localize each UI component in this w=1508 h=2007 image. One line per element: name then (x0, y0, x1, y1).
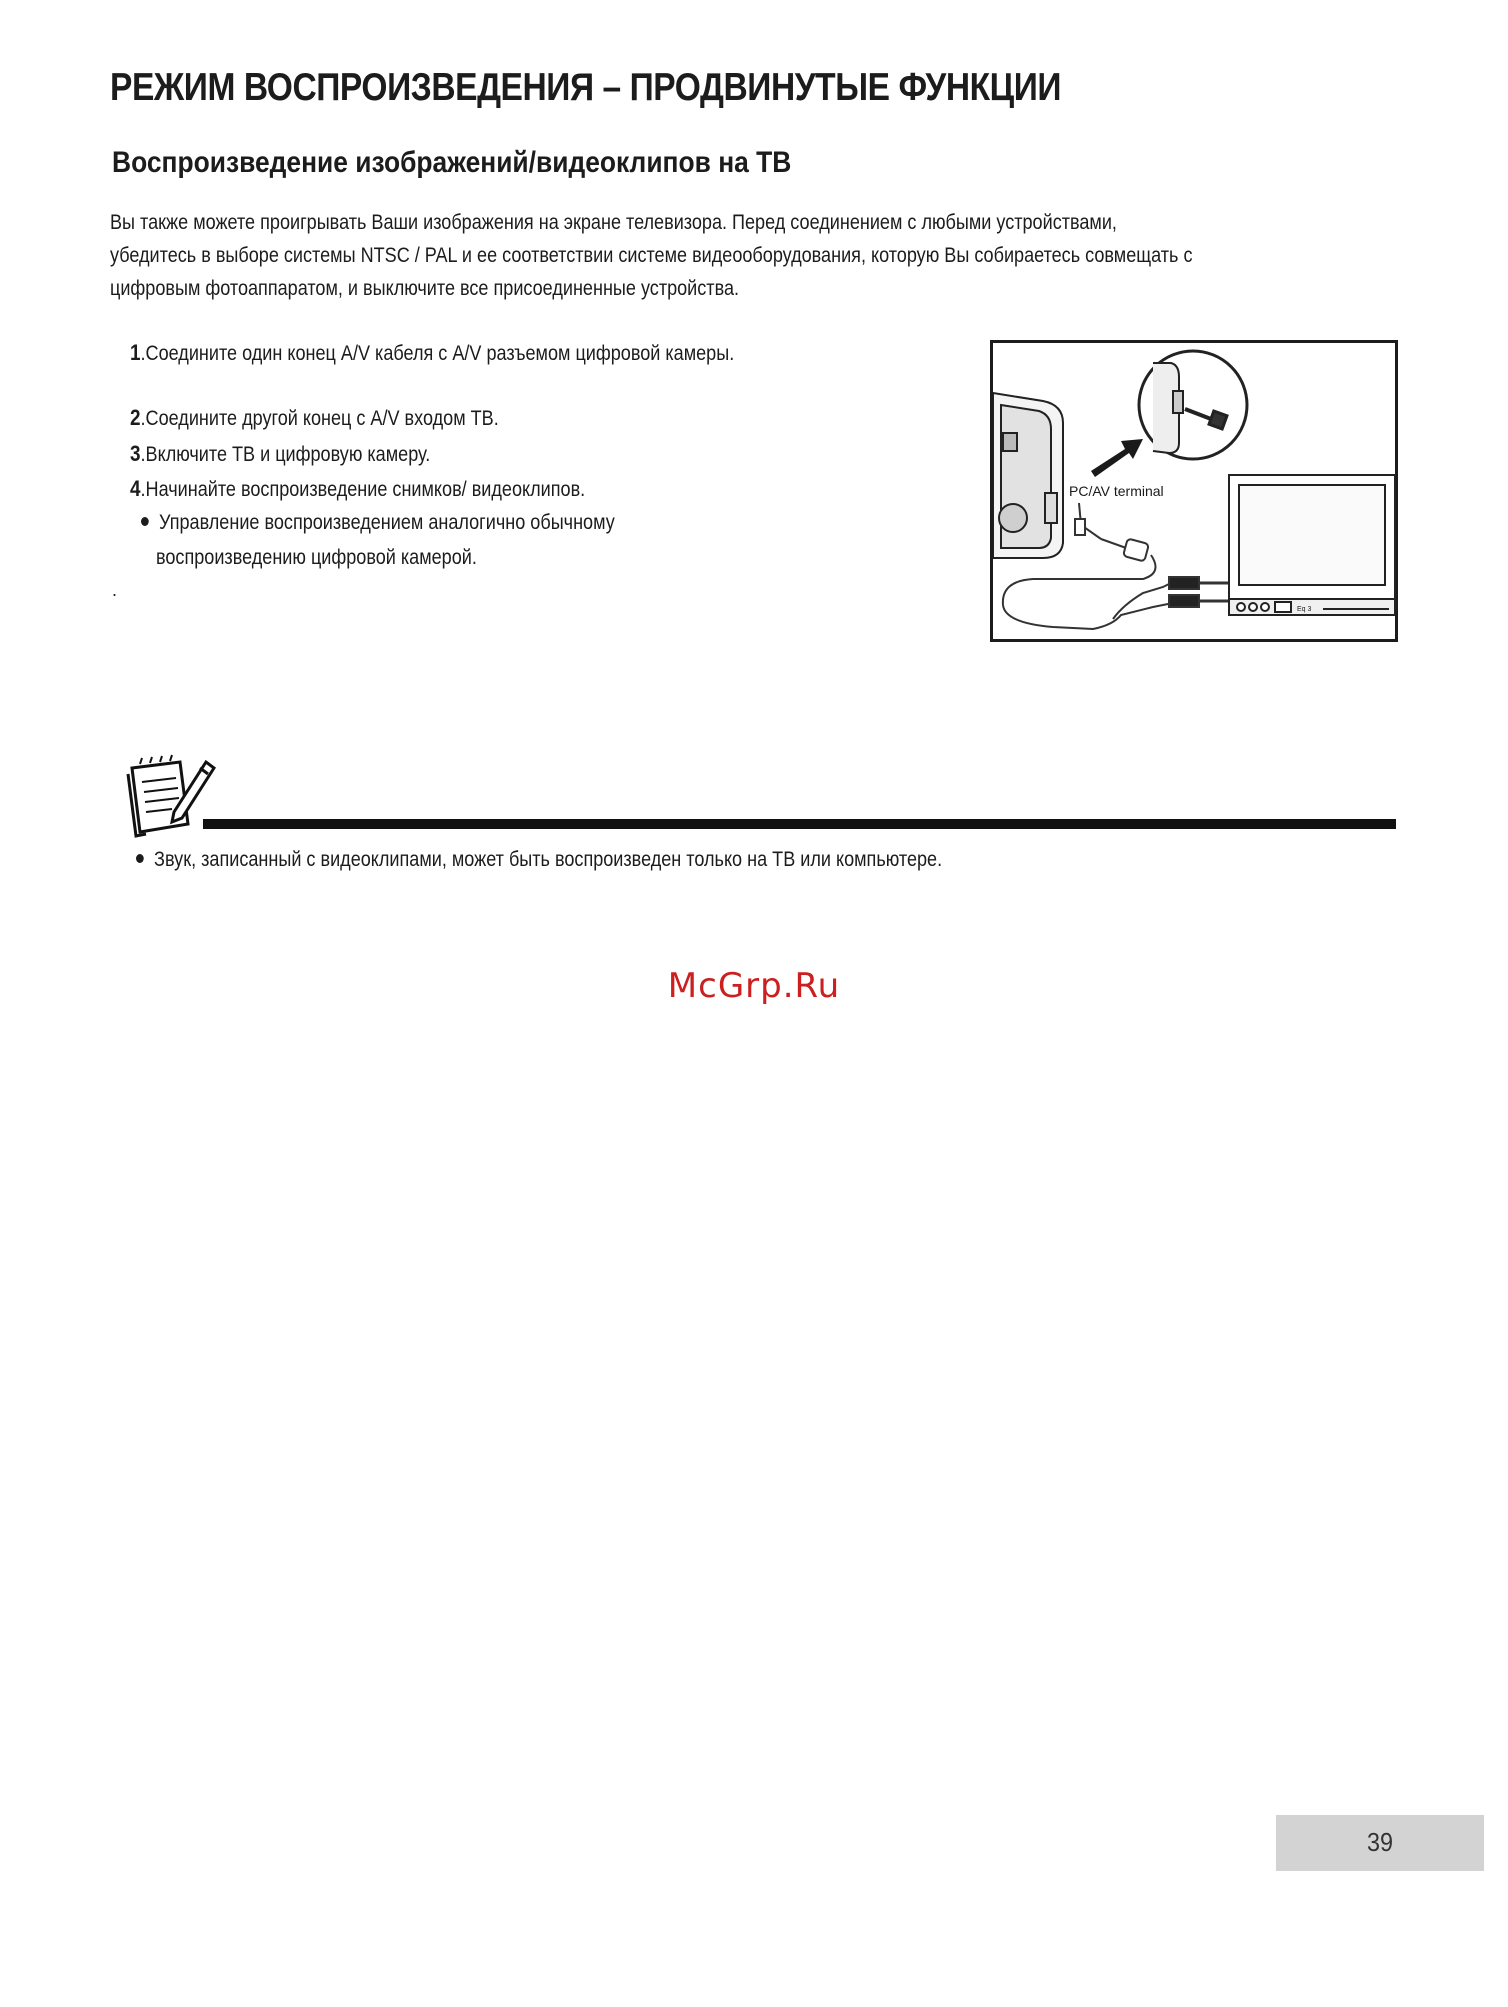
camera-icon (993, 393, 1063, 558)
step-1 (130, 340, 734, 366)
intro-line: убедитесь в выборе системы NTSC / PAL и ее соответствии системе видеооборудования, которую Вы собираетесь совмещать с (110, 244, 1193, 267)
step-3 (130, 441, 430, 467)
watermark: McGrp.Ru (667, 966, 841, 1006)
tv-icon (1229, 475, 1395, 615)
step-number: 4 (130, 476, 141, 501)
camera-tv-illustration (993, 343, 1401, 645)
step-text: .Соедините другой конец с A/V входом ТВ. (140, 407, 499, 430)
bullet-icon (141, 517, 149, 526)
page-number: 39 (1366, 1827, 1394, 1857)
page-title: РЕЖИМ ВОСПРОИЗВЕДЕНИЯ – ПРОДВИНУТЫЕ ФУНКЦИИ (110, 66, 1062, 109)
zoom-inset-icon (1139, 351, 1247, 459)
step-text: .Включите ТВ и цифровую камеру. (140, 443, 431, 466)
step-text: .Соедините один конец A/V кабеля с A/V разъемом цифровой камеры. (140, 342, 735, 365)
bullet-icon (136, 854, 144, 863)
stray-mark: . (112, 580, 118, 600)
pc-av-terminal-label: PC/AV terminal (1069, 483, 1164, 499)
step-2 (130, 405, 499, 431)
note-text-content: Звук, записанный с видеоклипами, может быть воспроизведен только на ТВ или компьютере. (154, 848, 943, 871)
page-number-box (1276, 1815, 1484, 1871)
step-number: 2 (130, 405, 141, 430)
intro-paragraph (110, 206, 1366, 305)
intro-line: Вы также можете проигрывать Ваши изображения на экране телевизора. Перед соединением с любыми устройствами, (110, 211, 1117, 234)
note-divider (203, 819, 1396, 829)
step-number: 3 (130, 441, 141, 466)
step-bullet-continued: воспроизведению цифровой камерой. (156, 546, 477, 569)
note-text (136, 848, 942, 872)
step-number: 1 (130, 340, 141, 365)
step-text: .Начинайте воспроизведение снимков/ видеоклипов. (140, 478, 586, 501)
step-bullet-text: Управление воспроизведением аналогично обычному (159, 511, 615, 534)
section-title: Воспроизведение изображений/видеоклипов на ТВ (112, 146, 792, 179)
step-4 (130, 476, 585, 502)
tv-connection-diagram (990, 340, 1398, 642)
arrow-icon (1091, 439, 1143, 477)
step-bullet (141, 511, 615, 535)
intro-line: цифровым фотоаппаратом, и выключите все присоединенные устройства. (110, 277, 740, 300)
tv-panel-label: Eq 3 (1297, 606, 1312, 613)
